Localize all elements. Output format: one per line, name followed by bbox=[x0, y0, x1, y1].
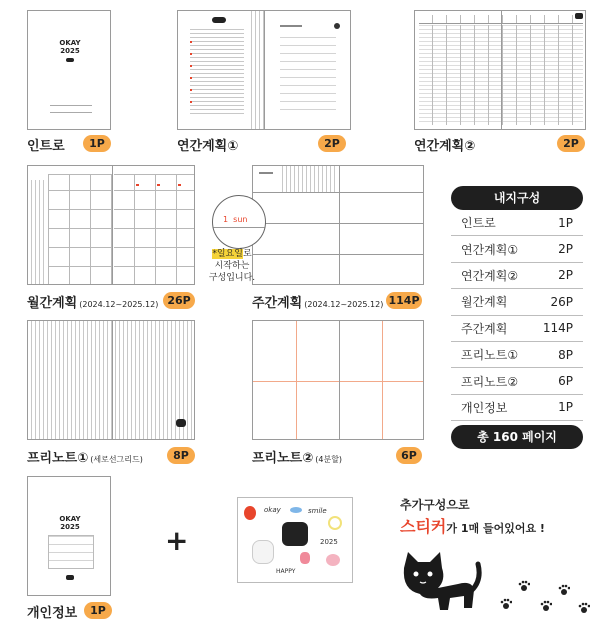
personal-caption: 개인정보 bbox=[27, 606, 78, 621]
zoom-line bbox=[213, 227, 265, 228]
contents-row-pages: 8P bbox=[558, 347, 573, 362]
sticker-word-smile: smile bbox=[308, 507, 327, 515]
mini-calendars bbox=[190, 27, 244, 117]
contents-row-name: 월간계획 bbox=[461, 295, 508, 310]
cat-icon bbox=[66, 58, 74, 62]
monthly-badge: 26P bbox=[163, 292, 195, 309]
paw-print-icon bbox=[518, 580, 530, 592]
contents-row-name: 개인정보 bbox=[461, 400, 508, 415]
contents-row bbox=[451, 342, 583, 368]
paw-print-icon bbox=[578, 602, 590, 614]
sticker-word-happy: HAPPY bbox=[276, 568, 296, 575]
black-cat-illustration bbox=[398, 550, 484, 616]
free2-caption bbox=[252, 447, 342, 466]
weekly-title-bar bbox=[259, 172, 273, 174]
cat-icon bbox=[176, 419, 186, 427]
monthly-left-lines bbox=[28, 180, 46, 285]
weekly-note-line3: 구성입니다. bbox=[208, 273, 256, 283]
intro-page-thumbnail bbox=[27, 10, 111, 130]
weekly-note-highlight: *일요일 bbox=[212, 249, 243, 259]
contents-row bbox=[451, 368, 583, 394]
contents-row-name: 연간계획② bbox=[461, 268, 519, 283]
contents-row-pages: 1P bbox=[558, 400, 573, 415]
personal-badge: 1P bbox=[84, 602, 112, 619]
tulip-sticker bbox=[300, 552, 310, 564]
annual1-badge: 2P bbox=[318, 135, 346, 152]
contents-row bbox=[451, 289, 583, 315]
contents-row-pages: 26P bbox=[550, 294, 573, 309]
extra-line2 bbox=[400, 514, 545, 537]
paw-print-icon bbox=[500, 598, 512, 610]
fish-sticker bbox=[290, 507, 302, 513]
annual2-spread-thumbnail bbox=[414, 10, 586, 130]
free1-caption bbox=[27, 447, 143, 466]
monthly-grid-right bbox=[114, 174, 194, 285]
free2-caption-sub: (4분할) bbox=[315, 455, 343, 464]
binding-lines bbox=[248, 11, 264, 130]
contents-row-name: 연간계획① bbox=[461, 242, 519, 257]
intro-caption: 인트로 bbox=[27, 139, 65, 154]
paw-icon bbox=[334, 23, 340, 29]
year-tag bbox=[212, 17, 226, 23]
contents-row bbox=[451, 263, 583, 289]
contents-row bbox=[451, 236, 583, 262]
contents-table bbox=[451, 186, 583, 449]
monthly-spread-thumbnail bbox=[27, 165, 195, 285]
free1-caption-sub: (세로선그리드) bbox=[90, 455, 143, 464]
annual1-right-header bbox=[280, 25, 302, 27]
weekly-caption-title: 주간계획 bbox=[252, 296, 303, 311]
monthly-caption-title: 월간계획 bbox=[27, 296, 78, 311]
cat-icon bbox=[575, 13, 583, 19]
intro-badge: 1P bbox=[83, 135, 111, 152]
paw-print-icon bbox=[558, 584, 570, 596]
intro-line bbox=[50, 105, 92, 106]
plus-sign: + bbox=[165, 524, 189, 557]
annual2-caption: 연간계획② bbox=[414, 139, 476, 154]
contents-row-pages: 2P bbox=[558, 242, 573, 257]
dog-sticker bbox=[252, 540, 274, 564]
contents-row bbox=[451, 395, 583, 421]
free1-badge: 8P bbox=[167, 447, 195, 464]
personal-cover-year: 2025 bbox=[60, 523, 80, 531]
weekly-note-line2: 시작하는 bbox=[214, 261, 250, 271]
contents-row-name: 주간계획 bbox=[461, 321, 508, 336]
intro-cover-title: OKAY bbox=[59, 39, 81, 47]
extra-line1: 추가구성으로 bbox=[400, 498, 470, 512]
calendar-red-marks bbox=[190, 33, 192, 113]
weekly-note-rest: 로 bbox=[242, 249, 252, 259]
annual2-badge: 2P bbox=[557, 135, 585, 152]
contents-row bbox=[451, 210, 583, 236]
weekly-note bbox=[206, 248, 258, 284]
monthly-caption-range: (2024.12~2025.12) bbox=[79, 300, 159, 309]
contents-row-pages: 6P bbox=[558, 374, 573, 389]
annual1-spread-thumbnail bbox=[177, 10, 351, 130]
spread-fold bbox=[112, 166, 113, 285]
personal-page-thumbnail bbox=[27, 476, 111, 596]
intro-line bbox=[50, 112, 92, 113]
paw-print-icon bbox=[540, 600, 552, 612]
flower-sticker bbox=[328, 516, 342, 530]
contents-row bbox=[451, 316, 583, 342]
sticker-word-okay: okay bbox=[264, 506, 281, 514]
contents-row-name: 프리노트① bbox=[461, 348, 519, 363]
contents-row-name: 인트로 bbox=[461, 216, 496, 231]
monthly-caption bbox=[27, 292, 158, 311]
free2-spread-thumbnail bbox=[252, 320, 424, 440]
spread-fold bbox=[112, 321, 113, 440]
free1-caption-title: 프리노트① bbox=[27, 451, 89, 466]
contents-row-pages: 114P bbox=[542, 321, 573, 336]
contents-row-name: 프리노트② bbox=[461, 374, 519, 389]
contents-row-pages: 1P bbox=[558, 215, 573, 230]
intro-cover-year: 2025 bbox=[60, 47, 80, 55]
free2-badge: 6P bbox=[396, 447, 422, 464]
black-cat-icon bbox=[398, 550, 484, 616]
balloon-sticker bbox=[244, 506, 256, 520]
weekly-left-lines bbox=[279, 166, 337, 192]
sticker-sheet-thumbnail bbox=[237, 497, 353, 583]
heart-sticker bbox=[326, 554, 340, 566]
weekly-spread-thumbnail bbox=[252, 165, 424, 285]
contents-row-pages: 2P bbox=[558, 268, 573, 283]
cat-sticker bbox=[282, 522, 308, 546]
weekly-caption-range: (2024.12~2025.12) bbox=[304, 300, 384, 309]
spread-fold bbox=[264, 11, 265, 130]
annual1-caption: 연간계획① bbox=[177, 139, 239, 154]
free2-caption-title: 프리노트② bbox=[252, 451, 314, 466]
contents-total: 총 160 페이지 bbox=[451, 425, 583, 449]
annual1-right-lines bbox=[280, 37, 336, 117]
weekly-caption bbox=[252, 292, 383, 311]
contents-title: 내지구성 bbox=[451, 186, 583, 210]
personal-info-lines bbox=[48, 535, 94, 569]
spread-fold bbox=[501, 11, 502, 130]
personal-cover-title: OKAY bbox=[59, 515, 81, 523]
monthly-red-dots bbox=[118, 184, 192, 186]
weekly-badge: 114P bbox=[386, 292, 422, 309]
spread-fold bbox=[339, 321, 340, 440]
monthly-grid-left bbox=[48, 174, 113, 285]
free1-spread-thumbnail bbox=[27, 320, 195, 440]
extra-line2-rest: 가 1매 들어있어요 ! bbox=[446, 522, 545, 535]
weekly-zoom-circle bbox=[212, 195, 266, 249]
cat-icon bbox=[66, 575, 74, 580]
spread-fold bbox=[339, 166, 340, 285]
sticker-word-2025: 2025 bbox=[320, 538, 338, 546]
weekly-zoom-text: 1 sun bbox=[223, 215, 248, 224]
extra-highlight: 스티커 bbox=[400, 517, 447, 536]
